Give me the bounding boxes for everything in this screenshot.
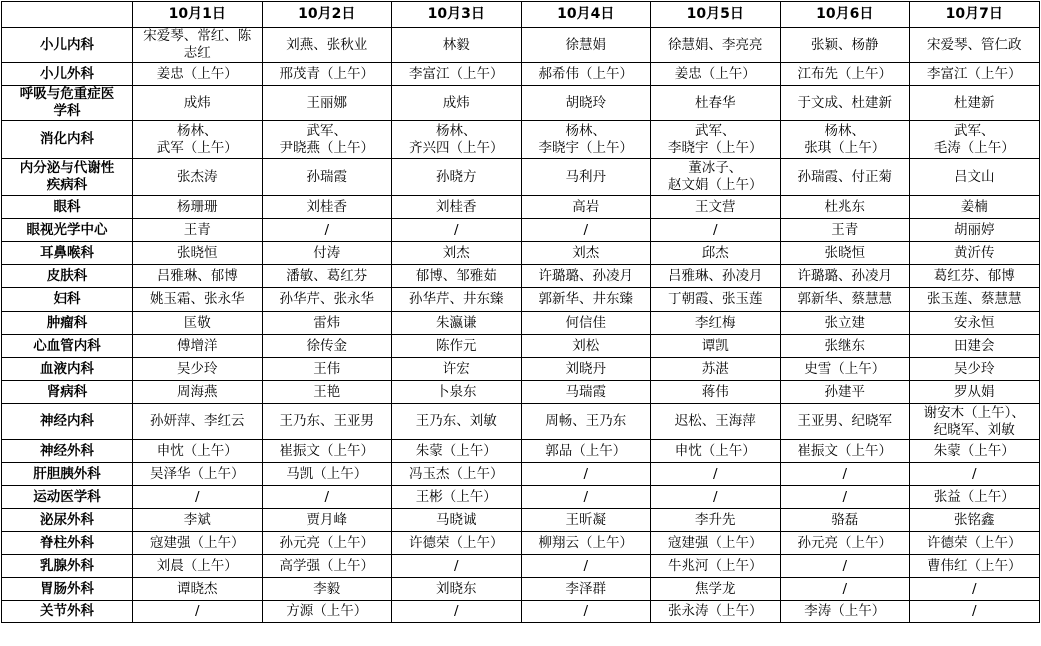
table-row xyxy=(2,219,1040,242)
doctor-cell: 寇建强（上午） xyxy=(651,532,781,555)
date-header: 10月3日 xyxy=(392,2,522,28)
doctor-cell: 曹伟红（上午） xyxy=(910,555,1040,578)
doctor-cell: 谭晓杰 xyxy=(133,578,263,601)
table-row xyxy=(2,86,1040,121)
doctor-cell: 周海燕 xyxy=(133,381,263,404)
doctor-cell: 杨林、 齐兴四（上午） xyxy=(392,121,522,159)
doctor-cell: 葛红芬、郁博 xyxy=(910,265,1040,288)
doctor-cell: 傅增洋 xyxy=(133,335,263,358)
doctor-cell: 宋爱琴、管仁政 xyxy=(910,28,1040,63)
doctor-cell: 刘桂香 xyxy=(392,196,522,219)
doctor-cell: 武军、 尹晓燕（上午） xyxy=(262,121,392,159)
doctor-cell: 杜兆东 xyxy=(780,196,910,219)
doctor-cell: 周畅、王乃东 xyxy=(521,404,651,440)
doctor-cell: 成炜 xyxy=(392,86,522,121)
doctor-cell: 刘晨（上午） xyxy=(133,555,263,578)
doctor-cell: 李红梅 xyxy=(651,312,781,335)
doctor-cell: 王伟 xyxy=(262,358,392,381)
date-header: 10月1日 xyxy=(133,2,263,28)
date-header: 10月6日 xyxy=(780,2,910,28)
table-row xyxy=(2,463,1040,486)
date-header: 10月5日 xyxy=(651,2,781,28)
doctor-cell: / xyxy=(521,555,651,578)
doctor-cell: 申忱（上午） xyxy=(133,440,263,463)
doctor-cell: / xyxy=(392,601,522,623)
doctor-cell: 林毅 xyxy=(392,28,522,63)
table-row xyxy=(2,578,1040,601)
doctor-cell: 宋爱琴、常红、陈 志红 xyxy=(133,28,263,63)
doctor-cell: / xyxy=(780,578,910,601)
duty-schedule-table xyxy=(1,1,1040,623)
doctor-cell: / xyxy=(262,486,392,509)
doctor-cell: 杨林、 武军（上午） xyxy=(133,121,263,159)
doctor-cell: 许璐璐、孙凌月 xyxy=(780,265,910,288)
doctor-cell: / xyxy=(521,463,651,486)
doctor-cell: 丁朝霞、张玉莲 xyxy=(651,288,781,312)
doctor-cell: 方源（上午） xyxy=(262,601,392,623)
doctor-cell: 黄沂传 xyxy=(910,242,1040,265)
doctor-cell: 罗从娟 xyxy=(910,381,1040,404)
doctor-cell: 郭品（上午） xyxy=(521,440,651,463)
department-name: 血液内科 xyxy=(2,358,133,381)
doctor-cell: 安永恒 xyxy=(910,312,1040,335)
doctor-cell: 徐慧娟、李亮亮 xyxy=(651,28,781,63)
doctor-cell: 马利丹 xyxy=(521,159,651,196)
doctor-cell: 牛兆河（上午） xyxy=(651,555,781,578)
doctor-cell: 许德荣（上午） xyxy=(910,532,1040,555)
department-name: 运动医学科 xyxy=(2,486,133,509)
doctor-cell: / xyxy=(521,486,651,509)
doctor-cell: 朱蒙（上午） xyxy=(392,440,522,463)
doctor-cell: 冯玉杰（上午） xyxy=(392,463,522,486)
department-name: 内分泌与代谢性 疾病科 xyxy=(2,159,133,196)
doctor-cell: 谭凯 xyxy=(651,335,781,358)
doctor-cell: 付涛 xyxy=(262,242,392,265)
doctor-cell: 胡晓玲 xyxy=(521,86,651,121)
table-row xyxy=(2,196,1040,219)
doctor-cell: 张益（上午） xyxy=(910,486,1040,509)
doctor-cell: 崔振文（上午） xyxy=(262,440,392,463)
doctor-cell: / xyxy=(651,463,781,486)
department-name: 小儿外科 xyxy=(2,63,133,86)
doctor-cell: / xyxy=(392,219,522,242)
department-name: 脊柱外科 xyxy=(2,532,133,555)
doctor-cell: 王文营 xyxy=(651,196,781,219)
department-name: 肿瘤科 xyxy=(2,312,133,335)
doctor-cell: 马凯（上午） xyxy=(262,463,392,486)
doctor-cell: 孙瑞霞 xyxy=(262,159,392,196)
doctor-cell: 姜忠（上午） xyxy=(651,63,781,86)
doctor-cell: 董冰子、 赵文娟（上午） xyxy=(651,159,781,196)
doctor-cell: 张继东 xyxy=(780,335,910,358)
doctor-cell: 武军、 李晓宇（上午） xyxy=(651,121,781,159)
doctor-cell: / xyxy=(521,601,651,623)
doctor-cell: 吕文山 xyxy=(910,159,1040,196)
department-name: 眼视光学中心 xyxy=(2,219,133,242)
doctor-cell: 王亚男、纪晓军 xyxy=(780,404,910,440)
doctor-cell: 胡丽婷 xyxy=(910,219,1040,242)
doctor-cell: 孙华芹、井东臻 xyxy=(392,288,522,312)
doctor-cell: 吴少玲 xyxy=(133,358,263,381)
doctor-cell: 江布先（上午） xyxy=(780,63,910,86)
table-row xyxy=(2,555,1040,578)
date-header: 10月2日 xyxy=(262,2,392,28)
department-name: 肾病科 xyxy=(2,381,133,404)
department-name: 关节外科 xyxy=(2,601,133,623)
table-row xyxy=(2,601,1040,623)
doctor-cell: 徐传金 xyxy=(262,335,392,358)
doctor-cell: 张永涛（上午） xyxy=(651,601,781,623)
table-row xyxy=(2,404,1040,440)
doctor-cell: 成炜 xyxy=(133,86,263,121)
table-row xyxy=(2,440,1040,463)
doctor-cell: 雷炜 xyxy=(262,312,392,335)
doctor-cell: 李富江（上午） xyxy=(910,63,1040,86)
doctor-cell: 武军、 毛涛（上午） xyxy=(910,121,1040,159)
table-row xyxy=(2,159,1040,196)
table-row xyxy=(2,242,1040,265)
doctor-cell: 张玉莲、蔡慧慧 xyxy=(910,288,1040,312)
department-name: 呼吸与危重症医 学科 xyxy=(2,86,133,121)
doctor-cell: 吴少玲 xyxy=(910,358,1040,381)
doctor-cell: 杨林、 李晓宇（上午） xyxy=(521,121,651,159)
doctor-cell: 刘晓丹 xyxy=(521,358,651,381)
doctor-cell: 郁博、邹雅茹 xyxy=(392,265,522,288)
doctor-cell: / xyxy=(133,601,263,623)
department-name: 小儿内科 xyxy=(2,28,133,63)
doctor-cell: 王乃东、王亚男 xyxy=(262,404,392,440)
doctor-cell: 孙妍萍、李红云 xyxy=(133,404,263,440)
doctor-cell: 郭新华、井东臻 xyxy=(521,288,651,312)
doctor-cell: 蒋伟 xyxy=(651,381,781,404)
doctor-cell: 孙元亮（上午） xyxy=(780,532,910,555)
doctor-cell: 刘桂香 xyxy=(262,196,392,219)
doctor-cell: / xyxy=(262,219,392,242)
doctor-cell: 马瑞霞 xyxy=(521,381,651,404)
corner-cell xyxy=(2,2,133,28)
doctor-cell: 张晓恒 xyxy=(780,242,910,265)
doctor-cell: 王青 xyxy=(780,219,910,242)
doctor-cell: / xyxy=(392,555,522,578)
doctor-cell: 吕雅琳、郁博 xyxy=(133,265,263,288)
doctor-cell: 刘杰 xyxy=(521,242,651,265)
doctor-cell: 孙华芹、张永华 xyxy=(262,288,392,312)
department-name: 耳鼻喉科 xyxy=(2,242,133,265)
doctor-cell: 杜春华 xyxy=(651,86,781,121)
department-name: 神经内科 xyxy=(2,404,133,440)
department-name: 泌尿外科 xyxy=(2,509,133,532)
doctor-cell: / xyxy=(133,486,263,509)
department-name: 胃肠外科 xyxy=(2,578,133,601)
doctor-cell: 吴泽华（上午） xyxy=(133,463,263,486)
doctor-cell: / xyxy=(910,578,1040,601)
doctor-cell: 许宏 xyxy=(392,358,522,381)
doctor-cell: 史雪（上午） xyxy=(780,358,910,381)
doctor-cell: 王青 xyxy=(133,219,263,242)
doctor-cell: / xyxy=(651,219,781,242)
doctor-cell: 张立建 xyxy=(780,312,910,335)
doctor-cell: 张铭鑫 xyxy=(910,509,1040,532)
doctor-cell: 朱蒙（上午） xyxy=(910,440,1040,463)
department-name: 神经外科 xyxy=(2,440,133,463)
doctor-cell: 卜泉东 xyxy=(392,381,522,404)
doctor-cell: 匡敬 xyxy=(133,312,263,335)
doctor-cell: 王丽娜 xyxy=(262,86,392,121)
doctor-cell: 陈作元 xyxy=(392,335,522,358)
doctor-cell: / xyxy=(910,601,1040,623)
doctor-cell: 刘晓东 xyxy=(392,578,522,601)
doctor-cell: 姜忠（上午） xyxy=(133,63,263,86)
doctor-cell: 刘燕、张秋业 xyxy=(262,28,392,63)
doctor-cell: 孙瑞霞、付正菊 xyxy=(780,159,910,196)
doctor-cell: / xyxy=(780,463,910,486)
doctor-cell: 姚玉霜、张永华 xyxy=(133,288,263,312)
doctor-cell: 刘松 xyxy=(521,335,651,358)
doctor-cell: 邢茂青（上午） xyxy=(262,63,392,86)
table-row xyxy=(2,486,1040,509)
table-row xyxy=(2,312,1040,335)
doctor-cell: 刘杰 xyxy=(392,242,522,265)
doctor-cell: 孙元亮（上午） xyxy=(262,532,392,555)
doctor-cell: 高学强（上午） xyxy=(262,555,392,578)
doctor-cell: 李富江（上午） xyxy=(392,63,522,86)
doctor-cell: 徐慧娟 xyxy=(521,28,651,63)
doctor-cell: 许德荣（上午） xyxy=(392,532,522,555)
table-row xyxy=(2,121,1040,159)
doctor-cell: 王昕凝 xyxy=(521,509,651,532)
department-name: 心血管内科 xyxy=(2,335,133,358)
doctor-cell: / xyxy=(651,486,781,509)
table-row xyxy=(2,532,1040,555)
doctor-cell: 于文成、杜建新 xyxy=(780,86,910,121)
doctor-cell: 王艳 xyxy=(262,381,392,404)
doctor-cell: 杨林、 张琪（上午） xyxy=(780,121,910,159)
doctor-cell: 张晓恒 xyxy=(133,242,263,265)
doctor-cell: / xyxy=(521,219,651,242)
doctor-cell: / xyxy=(780,555,910,578)
department-name: 肝胆胰外科 xyxy=(2,463,133,486)
doctor-cell: 李涛（上午） xyxy=(780,601,910,623)
doctor-cell: 李毅 xyxy=(262,578,392,601)
doctor-cell: 贾月峰 xyxy=(262,509,392,532)
doctor-cell: 崔振文（上午） xyxy=(780,440,910,463)
doctor-cell: 马晓诚 xyxy=(392,509,522,532)
doctor-cell: 潘敏、葛红芬 xyxy=(262,265,392,288)
table-row xyxy=(2,265,1040,288)
doctor-cell: 张颖、杨静 xyxy=(780,28,910,63)
doctor-cell: 焦学龙 xyxy=(651,578,781,601)
doctor-cell: 杜建新 xyxy=(910,86,1040,121)
doctor-cell: 孙晓方 xyxy=(392,159,522,196)
doctor-cell: 朱瀛谦 xyxy=(392,312,522,335)
doctor-cell: 何信佳 xyxy=(521,312,651,335)
department-name: 眼科 xyxy=(2,196,133,219)
date-header: 10月4日 xyxy=(521,2,651,28)
department-name: 乳腺外科 xyxy=(2,555,133,578)
doctor-cell: 高岩 xyxy=(521,196,651,219)
doctor-cell: 王彬（上午） xyxy=(392,486,522,509)
doctor-cell: 骆磊 xyxy=(780,509,910,532)
department-name: 皮肤科 xyxy=(2,265,133,288)
doctor-cell: 申忱（上午） xyxy=(651,440,781,463)
doctor-cell: 孙建平 xyxy=(780,381,910,404)
doctor-cell: 柳翔云（上午） xyxy=(521,532,651,555)
doctor-cell: 邱杰 xyxy=(651,242,781,265)
doctor-cell: 田建会 xyxy=(910,335,1040,358)
doctor-cell: 张杰涛 xyxy=(133,159,263,196)
doctor-cell: 李斌 xyxy=(133,509,263,532)
doctor-cell: 郭新华、蔡慧慧 xyxy=(780,288,910,312)
table-row xyxy=(2,358,1040,381)
doctor-cell: 王乃东、刘敏 xyxy=(392,404,522,440)
table-row xyxy=(2,288,1040,312)
table-row xyxy=(2,381,1040,404)
doctor-cell: 吕雅琳、孙凌月 xyxy=(651,265,781,288)
header-row xyxy=(2,2,1040,28)
department-name: 消化内科 xyxy=(2,121,133,159)
date-header: 10月7日 xyxy=(910,2,1040,28)
doctor-cell: 郝希伟（上午） xyxy=(521,63,651,86)
table-row xyxy=(2,63,1040,86)
doctor-cell: 许璐璐、孙凌月 xyxy=(521,265,651,288)
doctor-cell: 苏湛 xyxy=(651,358,781,381)
doctor-cell: / xyxy=(780,486,910,509)
doctor-cell: 李升先 xyxy=(651,509,781,532)
doctor-cell: 杨珊珊 xyxy=(133,196,263,219)
department-name: 妇科 xyxy=(2,288,133,312)
table-row xyxy=(2,509,1040,532)
doctor-cell: / xyxy=(910,463,1040,486)
doctor-cell: 李泽群 xyxy=(521,578,651,601)
doctor-cell: 寇建强（上午） xyxy=(133,532,263,555)
table-row xyxy=(2,335,1040,358)
table-row xyxy=(2,28,1040,63)
doctor-cell: 谢安木（上午）、 纪晓军、刘敏 xyxy=(910,404,1040,440)
doctor-cell: 姜楠 xyxy=(910,196,1040,219)
doctor-cell: 迟松、王海萍 xyxy=(651,404,781,440)
